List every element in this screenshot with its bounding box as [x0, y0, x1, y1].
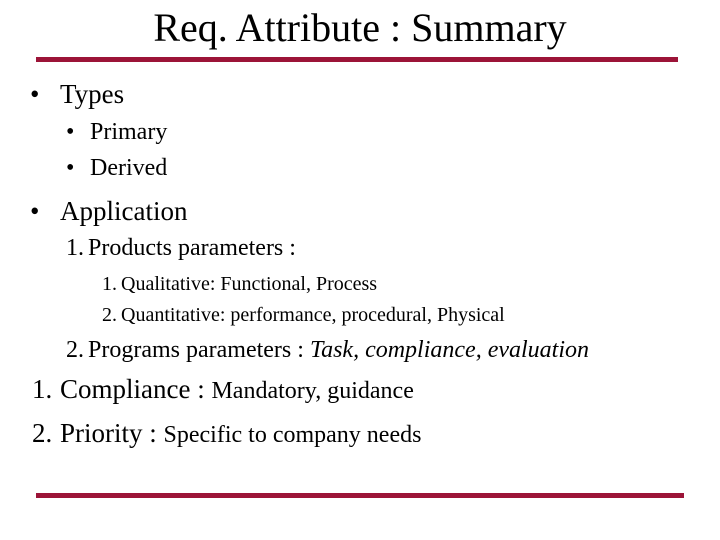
application-heading: Application	[60, 196, 188, 226]
priority-label: Priority :	[60, 418, 164, 448]
slide-title: Req. Attribute : Summary	[153, 5, 567, 50]
priority-line	[32, 420, 421, 447]
bullet-dot: •	[66, 119, 75, 145]
compliance-detail: Mandatory, guidance	[211, 378, 414, 404]
list-number: 2.	[102, 304, 117, 326]
types-item-label: Derived	[90, 155, 168, 181]
types-item-primary	[66, 120, 167, 144]
footer-divider	[36, 493, 684, 498]
bullet-dot: •	[30, 79, 40, 109]
list-number: 1.	[102, 273, 117, 295]
programs-parameters	[66, 338, 589, 362]
types-heading: Types	[60, 79, 125, 109]
products-item-quantitative	[102, 305, 505, 325]
priority-detail: Specific to company needs	[163, 422, 422, 448]
list-number: 2.	[66, 337, 84, 363]
list-number: 1.	[32, 374, 53, 404]
types-item-derived	[66, 156, 167, 180]
list-number: 1.	[66, 235, 84, 261]
compliance-label: Compliance :	[60, 374, 212, 404]
bullet-dot: •	[30, 196, 40, 226]
types-bullet	[30, 81, 124, 108]
products-item-qualitative	[102, 274, 377, 294]
list-item-text: Quantitative: performance, procedural, Physical	[121, 304, 505, 326]
bullet-dot: •	[66, 155, 75, 181]
title-divider	[36, 57, 678, 62]
list-number: 2.	[32, 418, 53, 448]
list-item-text: Qualitative: Functional, Process	[121, 273, 378, 295]
application-bullet	[30, 198, 187, 225]
products-label: Products parameters :	[88, 235, 296, 261]
types-item-label: Primary	[90, 119, 168, 145]
products-parameters	[66, 236, 296, 260]
programs-label: Programs parameters :	[88, 337, 310, 363]
compliance-line	[32, 376, 414, 403]
programs-detail: Task, compliance, evaluation	[309, 337, 590, 363]
